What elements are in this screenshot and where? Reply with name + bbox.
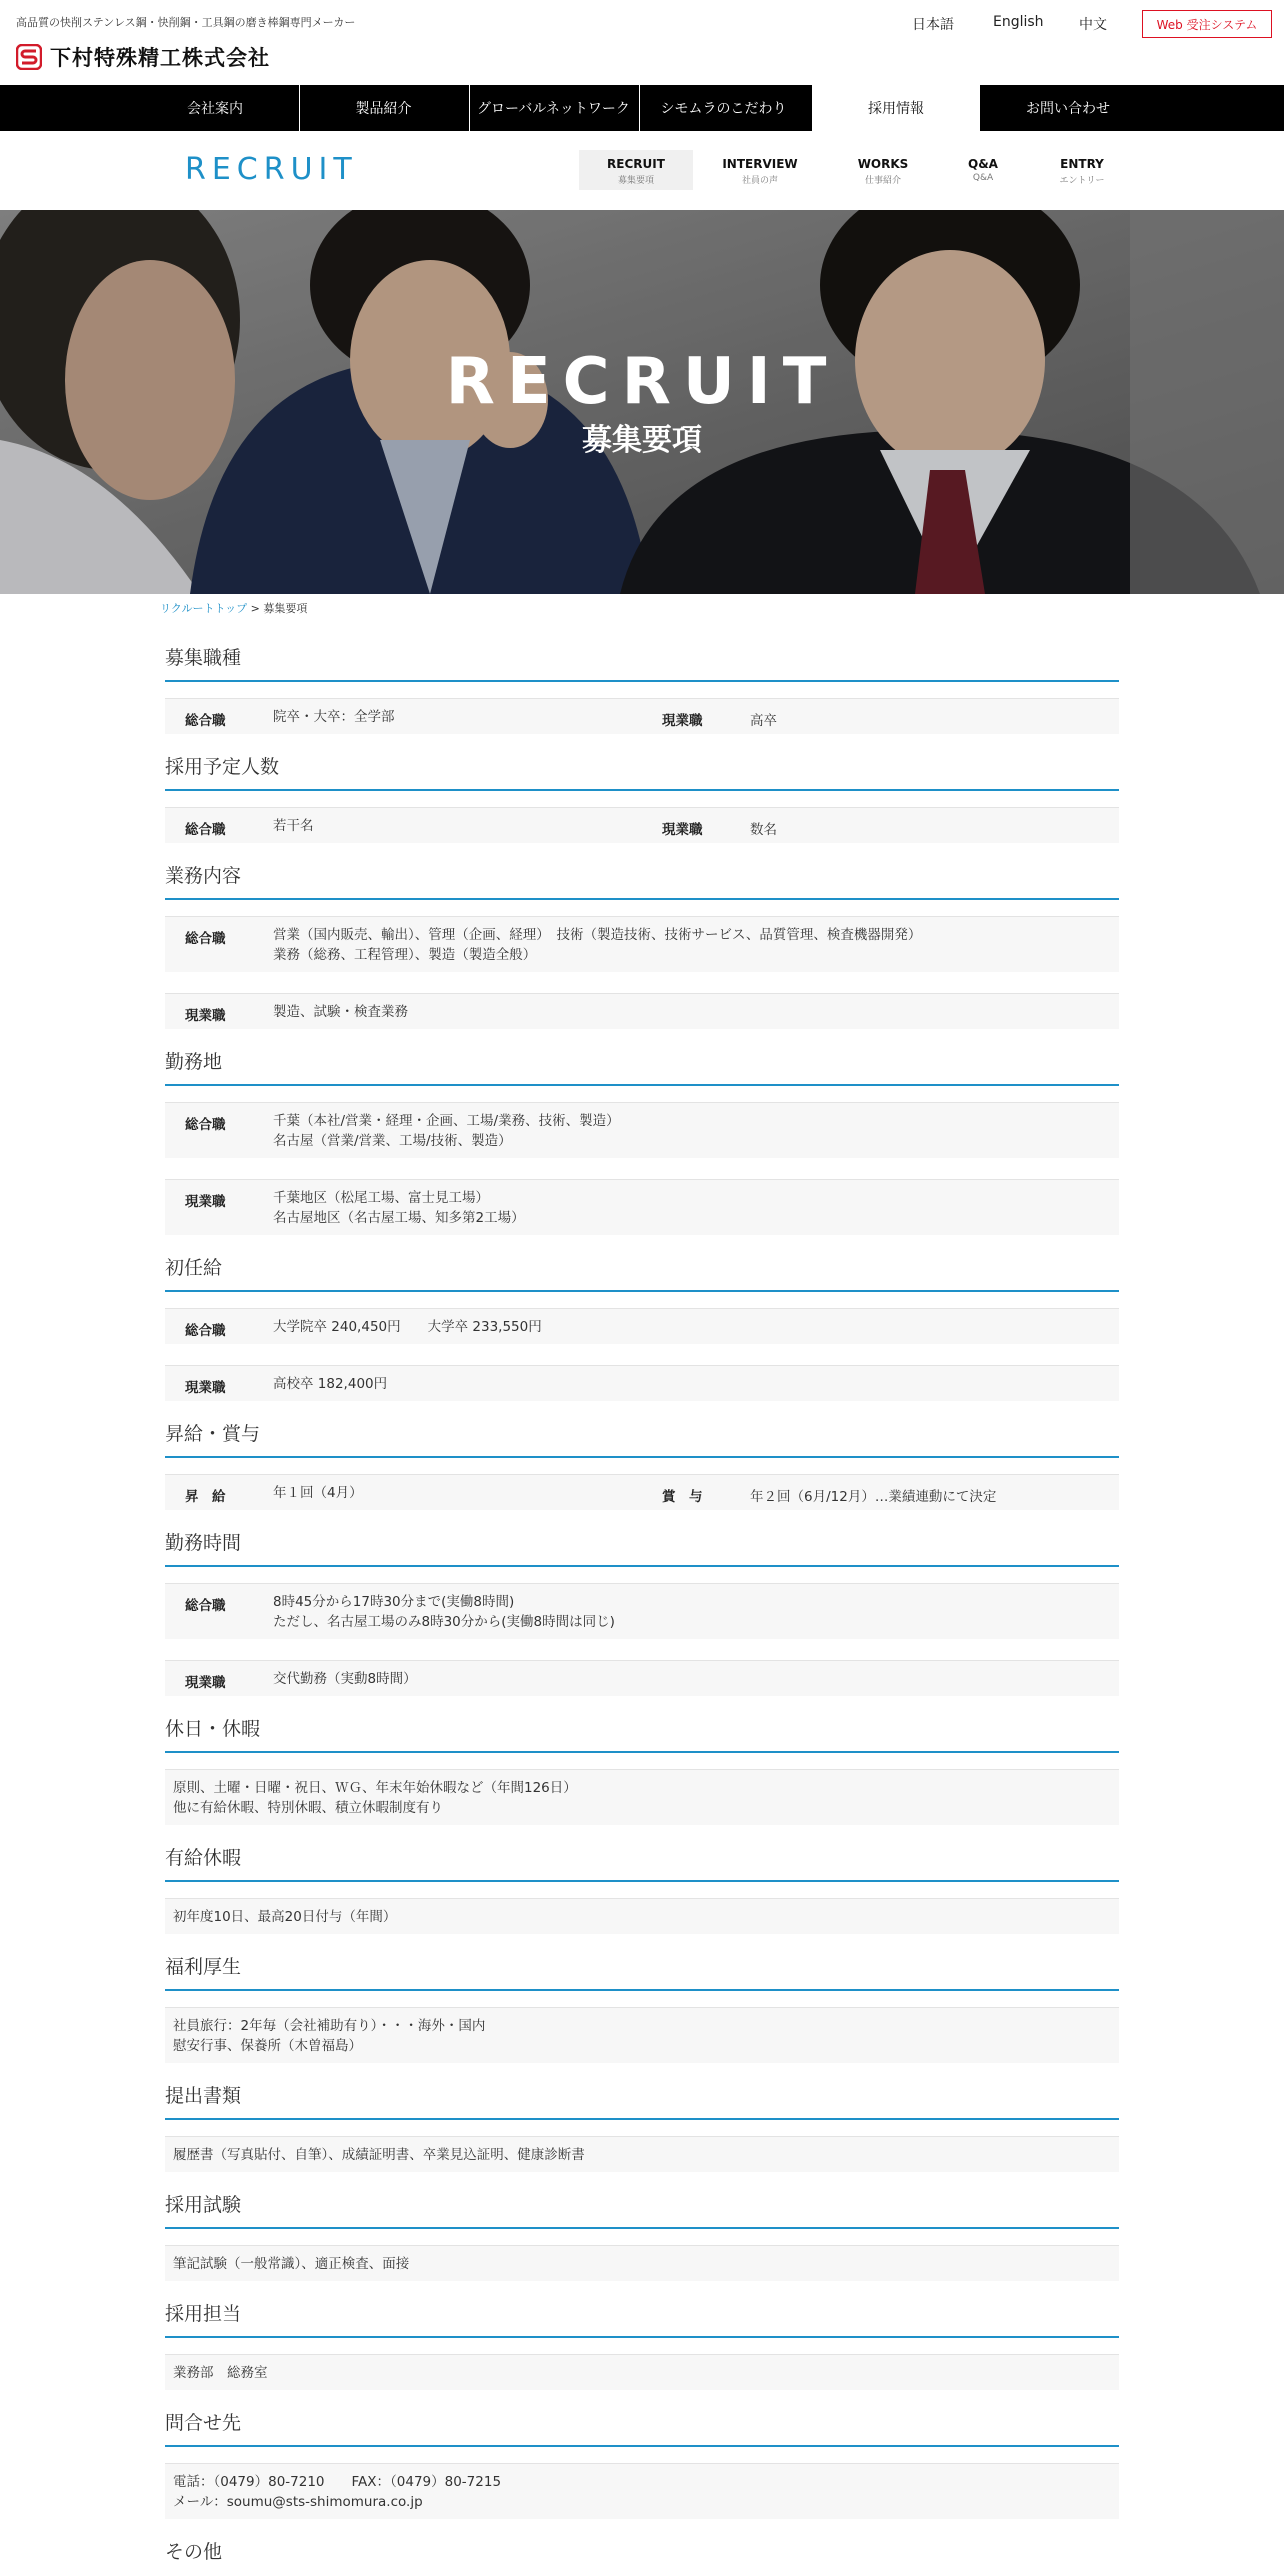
recruit-logo[interactable]: RECRUIT xyxy=(185,152,358,187)
row-value: 高校卒 182,400円 xyxy=(273,1376,388,1392)
section-title-benefits: 福利厚生 xyxy=(165,1956,242,1978)
row-label: 現業職 xyxy=(662,822,703,838)
web-order-system-button[interactable]: Web 受注システム xyxy=(1142,10,1272,38)
subnav-works-en: WORKS xyxy=(857,157,909,171)
breadcrumb xyxy=(160,600,307,616)
section-divider xyxy=(165,680,1119,682)
row-value: 筆記試験（一般常識）、適正検査、面接 xyxy=(173,2256,410,2272)
work-location-row xyxy=(165,1179,1119,1235)
section-divider xyxy=(165,1880,1119,1882)
tagline: 高品質の快削ステンレス鋼・快削鋼・工具鋼の磨き棒鋼専門メーカー xyxy=(16,16,356,29)
row-value: 電話：（0479）80-7210 FAX：（0479）80-7215 xyxy=(173,2474,502,2490)
positions-row xyxy=(165,698,1119,734)
row-value: 数名 xyxy=(750,822,777,838)
inquiries-row xyxy=(165,2463,1119,2519)
subnav-recruit-ja: 募集要項 xyxy=(617,176,654,186)
row-value: 社員旅行：2年毎（会社補助有り）・・・海外・国内 xyxy=(173,2018,486,2034)
row-label: 現業職 xyxy=(185,1194,226,1210)
nav-commitment[interactable]: シモムラのこだわり xyxy=(639,85,807,131)
section-title-inquiries: 問合せ先 xyxy=(165,2412,242,2434)
section-title-holidays: 休日・休暇 xyxy=(165,1718,261,1740)
nav-products[interactable]: 製品紹介 xyxy=(299,85,467,131)
row-value: 製造、試験・検査業務 xyxy=(273,1004,408,1020)
section-title-exam: 採用試験 xyxy=(165,2194,242,2216)
company-logo[interactable] xyxy=(16,42,270,72)
row-value: 8時45分から17時30分まで(実働8時間) xyxy=(273,1594,515,1610)
section-title-working-hours: 勤務時間 xyxy=(165,1532,242,1554)
subnav-qa-ja: Q&A xyxy=(972,173,994,183)
subnav-entry-en: ENTRY xyxy=(1060,157,1104,171)
row-value: 大学院卒 240,450円 大学卒 233,550円 xyxy=(273,1319,542,1335)
section-divider xyxy=(165,2118,1119,2120)
row-value: 営業（国内販売、輸出）、管理（企画、経理） 技術（製造技術、技術サービス、品質管理、検査機器開発） xyxy=(273,927,922,943)
subnav-entry[interactable] xyxy=(1025,150,1139,190)
row-label: 現業職 xyxy=(185,1380,226,1396)
row-value: 履歴書（写真貼付、自筆）、成績証明書、卒業見込証明、健康診断書 xyxy=(173,2147,585,2163)
section-title-work-location: 勤務地 xyxy=(165,1051,223,1073)
row-label: 総合職 xyxy=(185,931,226,947)
section-title-recruiting-contact: 採用担当 xyxy=(165,2303,242,2325)
benefits-row xyxy=(165,2007,1119,2063)
work-location-row xyxy=(165,1102,1119,1158)
exam-row xyxy=(165,2245,1119,2281)
lang-chinese[interactable]: 中文 xyxy=(1079,17,1107,33)
section-divider xyxy=(165,1989,1119,1991)
section-divider xyxy=(165,1456,1119,1458)
paid-leave-row xyxy=(165,1898,1119,1934)
row-label: 賞 与 xyxy=(662,1489,703,1505)
subnav-recruit[interactable] xyxy=(579,150,693,190)
row-value: 年２回（6月/12月）…業績連動にて決定 xyxy=(750,1489,997,1505)
row-value: 高卒 xyxy=(750,713,777,729)
hero-image xyxy=(0,210,1284,594)
subnav-entry-ja: エントリー xyxy=(1059,176,1105,186)
subnav-works-ja: 仕事紹介 xyxy=(864,176,901,186)
section-divider xyxy=(165,789,1119,791)
salary-row xyxy=(165,1308,1119,1344)
section-divider xyxy=(165,1565,1119,1567)
row-label: 総合職 xyxy=(185,1323,226,1339)
row-value: 慰安行事、保養所（木曽福島） xyxy=(173,2038,362,2054)
hiring-count-row xyxy=(165,807,1119,843)
row-value: 院卒・大卒：全学部 xyxy=(273,709,395,725)
row-label: 総合職 xyxy=(185,1598,226,1614)
section-divider xyxy=(165,1751,1119,1753)
working-hours-row xyxy=(165,1660,1119,1696)
row-value: 交代勤務（実動8時間） xyxy=(273,1671,417,1687)
company-name: 下村特殊精工株式会社 xyxy=(50,46,270,70)
job-content-row xyxy=(165,993,1119,1029)
row-value: 他に有給休暇、特別休暇、積立休暇制度有り xyxy=(173,1800,443,1816)
row-value: 千葉（本社/営業・経理・企画、工場/業務、技術、製造） xyxy=(273,1113,620,1129)
raise-bonus-row xyxy=(165,1474,1119,1510)
section-title-starting-salary: 初任給 xyxy=(165,1257,223,1279)
company-logo-icon xyxy=(16,44,42,70)
row-value: 業務（総務、工程管理）、製造（製造全般） xyxy=(273,947,537,963)
hero-title: RECRUIT xyxy=(445,345,839,419)
nav-global-network[interactable]: グローバルネットワーク xyxy=(469,85,637,131)
row-value: 業務部 総務室 xyxy=(173,2365,268,2381)
row-value: メール：soumu@sts-shimomura.co.jp xyxy=(173,2494,423,2510)
lang-japanese[interactable]: 日本語 xyxy=(912,17,954,33)
row-value: 年１回（4月） xyxy=(273,1485,363,1501)
section-divider xyxy=(165,1084,1119,1086)
job-content-row xyxy=(165,916,1119,972)
row-value: 原則、土曜・日曜・祝日、ＷＧ、年末年始休暇など（年間126日） xyxy=(173,1780,577,1796)
row-label: 現業職 xyxy=(662,713,703,729)
documents-row xyxy=(165,2136,1119,2172)
section-title-paid-leave: 有給休暇 xyxy=(165,1847,242,1869)
section-divider xyxy=(165,1290,1119,1292)
nav-contact[interactable]: お問い合わせ xyxy=(1026,101,1110,117)
section-divider xyxy=(165,2227,1119,2229)
row-label: 総合職 xyxy=(185,1117,226,1133)
hero-subtitle: 募集要項 xyxy=(582,423,702,458)
salary-row xyxy=(165,1365,1119,1401)
breadcrumb-recruit-top[interactable]: リクルートトップ xyxy=(160,602,248,615)
breadcrumb-current: 募集要項 xyxy=(263,602,308,615)
section-title-job-content: 業務内容 xyxy=(165,865,242,887)
nav-recruit[interactable]: 採用情報 xyxy=(812,85,980,131)
row-label: 総合職 xyxy=(185,713,226,729)
breadcrumb-separator: > xyxy=(247,602,264,615)
section-title-hiring-count: 採用予定人数 xyxy=(165,756,280,778)
row-value: 名古屋（営業/営業、工場/技術、製造） xyxy=(273,1133,512,1149)
subnav-qa-en: Q&A xyxy=(968,157,998,171)
row-value: 若干名 xyxy=(273,818,314,834)
row-label: 昇 給 xyxy=(185,1489,226,1505)
section-title-documents: 提出書類 xyxy=(165,2085,242,2107)
subnav-interview-en: INTERVIEW xyxy=(722,157,798,171)
section-title-other: その他 xyxy=(165,2541,223,2563)
subnav-recruit-en: RECRUIT xyxy=(607,157,665,171)
section-divider xyxy=(165,2336,1119,2338)
row-value: 千葉地区（松尾工場、富士見工場） xyxy=(273,1190,489,1206)
row-label: 現業職 xyxy=(185,1675,226,1691)
lang-english[interactable]: English xyxy=(993,14,1044,30)
holidays-row xyxy=(165,1769,1119,1825)
working-hours-row xyxy=(165,1583,1119,1639)
recruiting-contact-row xyxy=(165,2354,1119,2390)
row-value: 名古屋地区（名古屋工場、知多第2工場） xyxy=(273,1210,525,1226)
subnav-interview-ja: 社員の声 xyxy=(741,176,778,186)
section-title-positions: 募集職種 xyxy=(165,647,242,669)
subnav-qa[interactable] xyxy=(926,150,1040,190)
section-divider xyxy=(165,2445,1119,2447)
subnav-interview[interactable] xyxy=(703,150,817,190)
row-value: ただし、名古屋工場のみ8時30分から(実働8時間は同じ) xyxy=(273,1614,615,1630)
nav-company[interactable]: 会社案内 xyxy=(187,101,243,117)
main-nav xyxy=(0,85,1284,131)
section-divider xyxy=(165,898,1119,900)
row-label: 現業職 xyxy=(185,1008,226,1024)
row-label: 総合職 xyxy=(185,822,226,838)
section-title-raise-bonus: 昇給・賞与 xyxy=(165,1423,261,1445)
subnav-works[interactable] xyxy=(826,150,940,190)
row-value: 初年度10日、最高20日付与（年間） xyxy=(173,1909,397,1925)
